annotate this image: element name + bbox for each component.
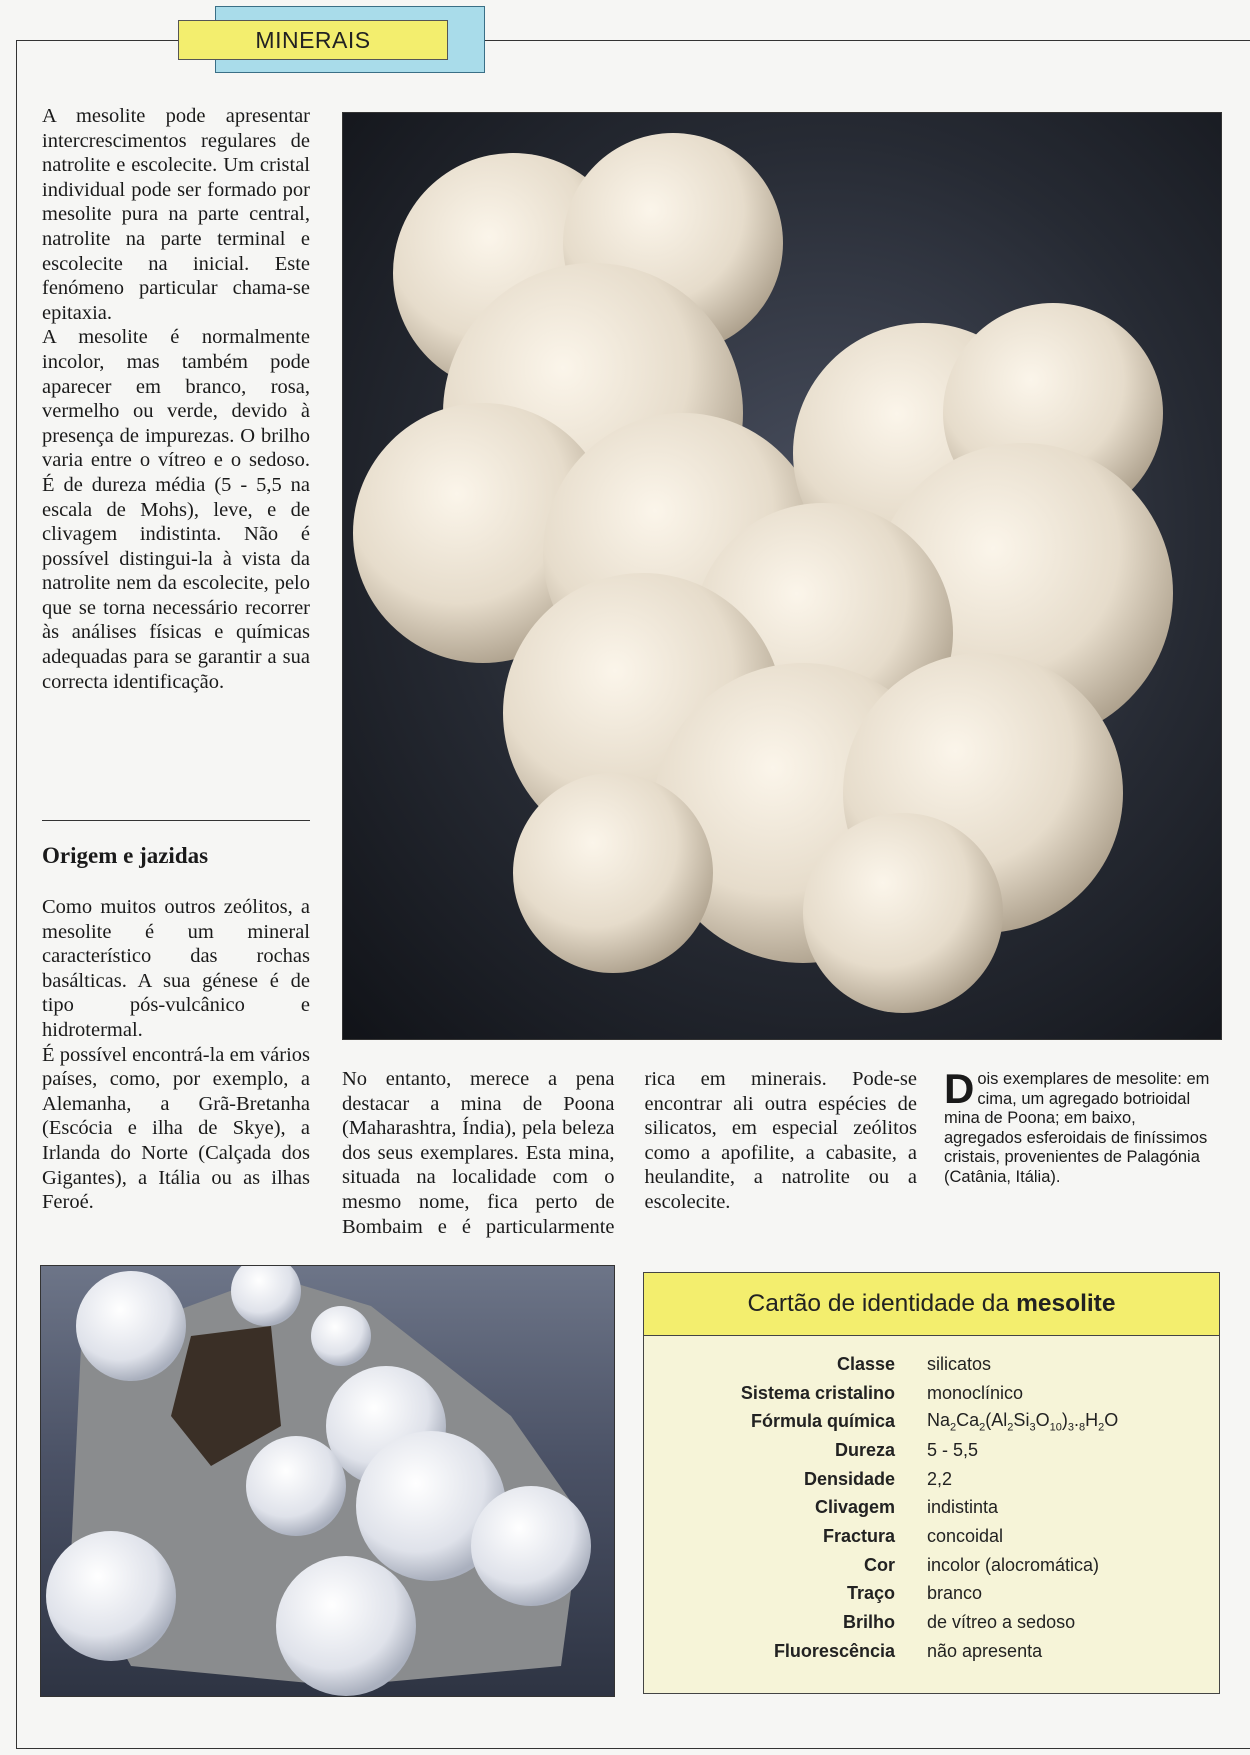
card-value: 2,2 [927, 1468, 953, 1489]
intro-column [42, 104, 310, 694]
card-row [644, 1465, 1219, 1494]
card-value: concoidal [927, 1525, 1004, 1546]
card-value: de vítreo a sedoso [927, 1612, 1076, 1633]
mesolite-spheroidal-photo [40, 1265, 615, 1697]
page-frame-left [16, 40, 17, 1748]
card-title-mineral: mesolite [1016, 1290, 1116, 1317]
caption-dropcap: D [944, 1065, 975, 1112]
card-label: Sistema cristalino [740, 1382, 895, 1403]
card-row [644, 1637, 1219, 1666]
card-value-formula: $Na_2Ca_2(Al_2Si_3O_{10})_3._8H_2O$ [927, 1409, 1119, 1434]
card-label: Fractura [822, 1525, 895, 1546]
card-value: incolor (alocromática) [927, 1554, 1100, 1575]
section-divider [42, 820, 310, 821]
card-row [644, 1407, 1219, 1436]
origin-heading: Origem e jazidas [42, 843, 209, 868]
card-label: Traço [846, 1583, 895, 1604]
card-label: Densidade [803, 1468, 895, 1489]
card-row [644, 1350, 1219, 1379]
card-label: Cor [864, 1554, 895, 1575]
card-label: Classe [836, 1353, 895, 1374]
botryoidal-aggregate-illustration [343, 113, 1221, 1039]
card-label: Brilho [843, 1612, 895, 1633]
card-label: Clivagem [814, 1497, 895, 1518]
origin-paragraph-2: É possível encontrá-la em vários países, como, por exemplo, a Alemanha, a Grã-Bretanha (Escócia e ilha de Skye), a Irlanda do Norte (Calçada dos Gigantes), a Itália ou as ilhas Feroé. [42, 1043, 310, 1214]
card-rows [644, 1336, 1219, 1666]
origin-paragraph-3: No entanto, merece a pena destacar a mina de Poona (Maharashtra, Índia), pela beleza dos seus exemplares. Esta mina, situada na localidade com o mesmo nome, fica perto de Bombaim e é particularmente rica em minerais. Pode-se encontrar ali outra espécies de silicatos, em especial zeólitos como a apofilite, a cabasite, a heulandite, a natrolite ou a escolecite. [342, 1068, 917, 1238]
card-row [644, 1551, 1219, 1580]
card-row [644, 1493, 1219, 1522]
mesolite-botryoidal-photo [342, 112, 1222, 1040]
spheroidal-aggregate-illustration [41, 1266, 614, 1696]
card-value: não apresenta [927, 1640, 1043, 1661]
card-value: indistinta [927, 1497, 999, 1518]
card-label: Fórmula química [750, 1411, 895, 1432]
caption-text: ois exemplares de mesolite: em cima, um agregado botrioidal mina de Poona; em baixo, agregados esferoidais de finíssimos cristais, provenientes de Palagónia (Catânia, Itália). [944, 1070, 1210, 1186]
card-value: silicatos [927, 1353, 992, 1374]
identity-card [643, 1272, 1220, 1694]
card-label: Dureza [834, 1439, 895, 1460]
card-value: branco [927, 1583, 983, 1604]
intro-paragraph: A mesolite pode apresentar intercrescimentos regulares de natrolite e escolecite. Um cristal individual pode ser formado por mesolite pura na parte central, natrolite na parte terminal e escolecite na inicial. Este fenómeno particular chama-se epitaxia. [42, 105, 310, 324]
card-row [644, 1608, 1219, 1637]
card-label: Fluorescência [773, 1640, 895, 1661]
card-row [644, 1436, 1219, 1465]
card-row [644, 1379, 1219, 1408]
card-row [644, 1522, 1219, 1551]
properties-paragraph: A mesolite é normalmente incolor, mas também pode aparecer em branco, rosa, vermelho ou verde, devido à presença de impurezas. O brilho varia entre o vítreo e o sedoso. É de dureza média (5 - 5,5 na escala de Mohs), leve, e de clivagem indistinta. Não é possível distingui-la à vista da natrolite nem da escolecite, pelo que se torna necessário recorrer às análises físicas e químicas adequadas para se garantir a sua correcta identificação. [42, 326, 310, 693]
card-title-prefix: Cartão de identidade da [747, 1290, 1010, 1317]
photo-caption [944, 1065, 1214, 1187]
section-label: MINERAIS [255, 26, 371, 53]
origin-column-2 [342, 1067, 917, 1244]
origin-paragraph-1: Como muitos outros zeólitos, a mesolite é um mineral característico das rochas basálticas. A sua génese é de tipo pós-vulcânico e hidrotermal. [42, 896, 310, 1041]
origin-column-1 [42, 895, 310, 1215]
section-tab [178, 20, 448, 60]
card-value: monoclínico [927, 1382, 1024, 1403]
page-frame-bottom [16, 1748, 1250, 1749]
card-value: 5 - 5,5 [927, 1439, 979, 1460]
identity-card-title [644, 1273, 1219, 1336]
card-row [644, 1580, 1219, 1609]
